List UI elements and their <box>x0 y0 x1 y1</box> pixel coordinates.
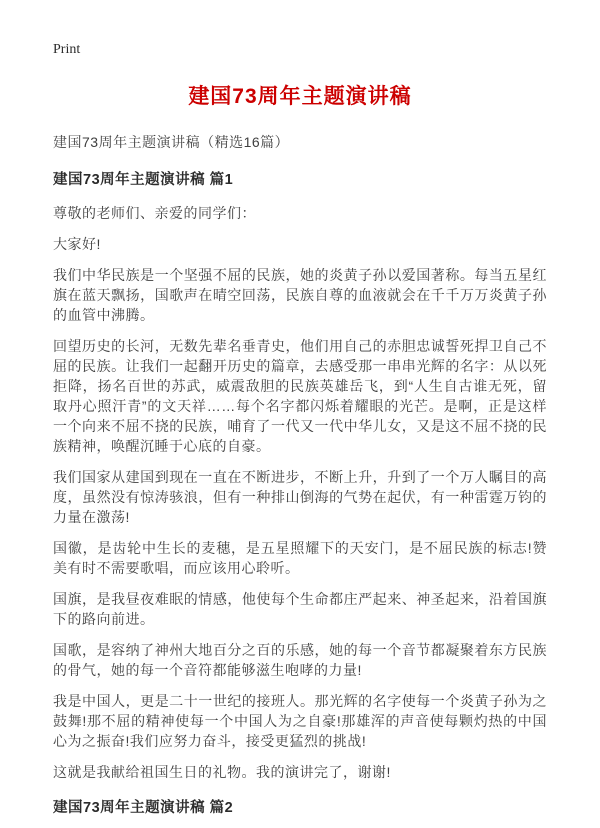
article-subtitle: 建国73周年主题演讲稿（精选16篇） <box>53 134 290 150</box>
paragraph-body-6: 国歌，是容纳了神州大地百分之百的乐感，她的每一个音节都凝聚着东方民族的骨气，她的每一个音符都能够滋生咆哮的力量! <box>53 642 547 678</box>
paragraph-body-1: 我们中华民族是一个坚强不屈的民族，她的炎黄子孙以爱国著称。每当五星红旗在蓝天飘扬，国歌声在晴空回荡，民族自尊的血液就会在千千万万炎黄子孙的血管中沸腾。 <box>53 267 547 323</box>
paragraph-salutation: 尊敬的老师们、亲爱的同学们： <box>53 205 256 221</box>
paragraph-body-3: 我们国家从建国到现在一直在不断进步，不断上升，升到了一个万人瞩目的高度，虽然没有惊涛骇浪，但有一种排山倒海的气势在起伏，有一种雷霆万钧的力量在激荡! <box>53 469 547 525</box>
section-heading-part1: 建国73周年主题演讲稿 篇1 <box>53 172 234 188</box>
print-button[interactable]: Print <box>53 42 81 57</box>
paragraph-body-7: 我是中国人，更是二十一世纪的接班人。那光辉的名字使每一个炎黄子孙为之鼓舞!那不屈的精神使每一个中国人为之自豪!那雄浑的声音使每颗灼热的中国心为之振奋!我们应努力奋斗，接受更猛烈的挑战! <box>53 693 547 749</box>
paragraph-body-4: 国徽，是齿轮中生长的麦穗，是五星照耀下的天安门，是不屈民族的标志!赞美有时不需要歌唱，而应该用心聆听。 <box>53 540 547 576</box>
paragraph-body-5: 国旗，是我昼夜难眠的情感，他使每个生命都庄严起来、神圣起来，沿着国旗下的路向前进。 <box>53 591 547 627</box>
section-heading-part2: 建国73周年主题演讲稿 篇2 <box>53 800 234 816</box>
paragraph-body-2: 回望历史的长河，无数先辈名垂青史，他们用自己的赤胆忠诚誓死捍卫自己不屈的民族。让我们一起翻开历史的篇章，去感受那一串串光辉的名字：从以死拒降，扬名百世的苏武，威震敌胆的民族英雄岳飞，到“人生自古谁无死，留取丹心照汗青”的文天祥……每个名字都闪烁着耀眼的光芒。是啊，正是这样一个向来不屈不挠的民族，哺育了一代又一代中华儿女，又是这不屈不挠的民族精神，唤醒沉睡于心底的自豪。 <box>53 338 547 454</box>
paragraph-closing: 这就是我献给祖国生日的礼物。我的演讲完了，谢谢! <box>53 764 391 780</box>
paragraph-greeting: 大家好! <box>53 236 101 252</box>
article-title: 建国73周年主题演讲稿 <box>188 85 412 108</box>
